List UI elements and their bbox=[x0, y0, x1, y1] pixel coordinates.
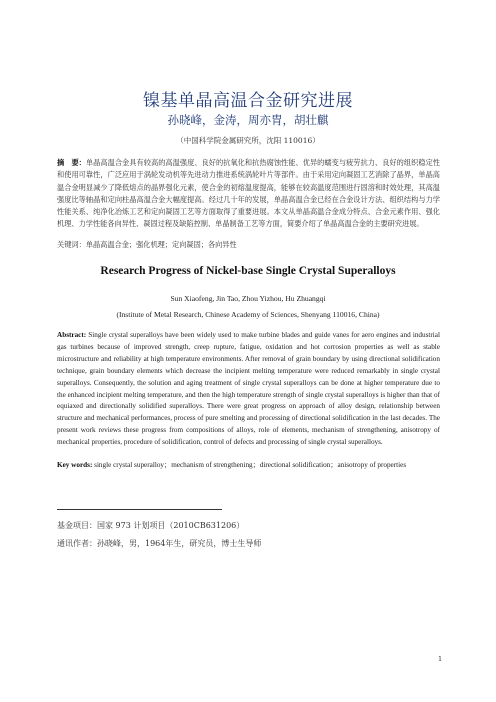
chinese-affiliation: （中国科学院金属研究所，沈阳 110016） bbox=[176, 136, 320, 145]
chinese-keywords bbox=[57, 239, 440, 251]
english-authors: Sun Xiaofeng, Jin Tao, Zhou Yizhou, Hu Zhuangqi bbox=[170, 294, 326, 303]
chinese-keywords-label: 关键词： bbox=[57, 240, 86, 249]
english-abstract-text: Single crystal superalloys have been widely used to make turbine blades and guide vanes for aero engines and industrial gas turbines because of improved strength, creep rupture, fatigue, oxidation and hot corrosion properties as well as stable microstructure and reliability at high temperature environments. After removal of grain boundary by using directional solidification technique, grain boundary elements which decrease the incipient melting temperature were reduced remarkably in single crystal superalloys. Consequently, the solution and aging treatment of single crystal superalloys can be done at higher temperature due to the enhanced incipient melting temperature, and then the high temperature strength of single crystal superalloys is higher than that of equiaxed and directionally solidified superalloys. There were great progress on approach of alloy design, relationship between structure and mechanical performances, process of pure smelting and processing of directional solidification in the last decades. The present work reviews these progress from compositions of alloys, role of elements, mechanism of strengthening, anisotropy of mechanical properties, procedure of solidification, control of defects and processing of single crystal superalloys. bbox=[57, 331, 440, 447]
english-abstract bbox=[57, 330, 440, 449]
corresponding-author-footnote: 通讯作者：孙晓峰，男，1964年生，研究员，博士生导师 bbox=[57, 539, 262, 548]
chinese-abstract-text: 单晶高温合金具有较高的高温强度、良好的抗氧化和抗热腐蚀性能、优异的蠕变与疲劳抗力、良好的组织稳定性和使用可靠性，广泛应用于涡轮发动机等先进动力推进系统涡轮叶片等部件。由于采用定向凝固工艺消除了晶界，单晶高温合金明显减少了降低熔点的晶界强化元素，使合金的初熔温度提高，能够在较高温度范围进行固溶和时效处理，其高温强度比等轴晶和定向柱晶高温合金大幅度提高。经过几十年的发展，单晶高温合金已经在合金设计方法、组织结构与力学性能关系、纯净化冶炼工艺和定向凝固工艺等方面取得了重要进展。本文从单晶高温合金成分特点、合金元素作用、强化机理、力学性能各向异性、凝固过程及缺陷控制、单晶制备工艺等方面，简要介绍了单晶高温合金的主要研究进展。 bbox=[57, 158, 440, 229]
footnote-divider bbox=[57, 509, 222, 510]
funding-footnote: 基金项目：国家 973 计划项目（2010CB631206） bbox=[57, 521, 245, 530]
english-keywords-text: single crystal superalloy；mechanism of strengthening；directional solidification；anisotropy of properties bbox=[94, 461, 407, 469]
chinese-authors: 孙晓峰，金涛，周亦胄，胡壮麒 bbox=[167, 113, 329, 127]
chinese-keywords-text: 单晶高温合金；强化机理；定向凝固；各向异性 bbox=[85, 240, 237, 249]
english-keywords bbox=[57, 460, 440, 472]
chinese-abstract-label: 摘 要： bbox=[57, 158, 86, 167]
english-affiliation: (Institute of Metal Research, Chinese Academy of Sciences, Shenyang 110016, China) bbox=[116, 310, 380, 319]
page-number: 1 bbox=[438, 655, 443, 663]
chinese-title: 镍基单晶高温合金研究进展 bbox=[143, 91, 353, 111]
chinese-abstract bbox=[57, 157, 440, 231]
english-keywords-label: Key words: bbox=[57, 461, 93, 469]
english-title: Research Progress of Nickel-base Single Crystal Superalloys bbox=[100, 265, 396, 277]
english-abstract-label: Abstract: bbox=[57, 331, 87, 339]
